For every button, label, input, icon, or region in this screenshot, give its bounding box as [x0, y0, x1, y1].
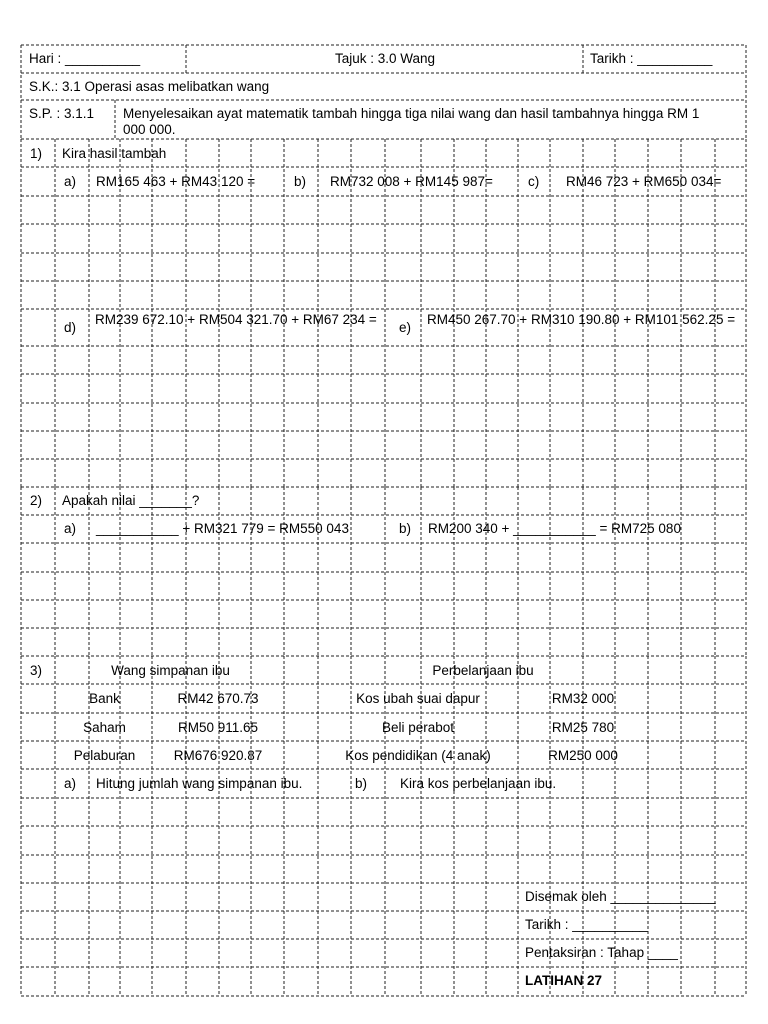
question-3-number: 3): [30, 663, 43, 678]
expense-amount: RM25 780: [551, 720, 615, 735]
question-2-title: Apakah nilai _______?: [62, 493, 200, 508]
expense-item: Beli perabot: [381, 720, 455, 735]
expense-amount: RM32 000: [551, 691, 615, 706]
savings-item: Pelaburan: [73, 748, 136, 763]
question-1-title: Kira hasil tambah: [62, 146, 167, 161]
exercise-number: LATIHAN 27: [525, 973, 603, 988]
savings-amount: RM42 670.73: [177, 691, 259, 706]
date-field: Tarikh : __________: [590, 51, 713, 66]
savings-amount: RM50 911.65: [177, 720, 259, 735]
q1e-label: e): [399, 320, 412, 335]
checked-date: Tarikh : __________: [525, 917, 648, 932]
learning-standard-code: S.P. : 3.1.1: [29, 106, 95, 121]
savings-amount: RM676 920.87: [173, 748, 263, 763]
q1e-expression: RM450 267.70 + RM310 190.80 + RM101 562.25 =: [427, 312, 736, 327]
q3a-question: Hitung jumlah wang simpanan ibu.: [96, 776, 303, 791]
topic-title: Tajuk : 3.0 Wang: [334, 51, 436, 66]
q1b-expression: RM732 008 + RM145 987=: [330, 174, 493, 189]
q1c-label: c): [528, 174, 540, 189]
day-field: Hari : __________: [29, 51, 141, 66]
q3b-question: Kira kos perbelanjaan ibu.: [400, 776, 557, 791]
q1b-label: b): [294, 174, 307, 189]
savings-item: Saham: [83, 720, 126, 735]
q1a-label: a): [64, 174, 77, 189]
checked-by: Disemak oleh ______________: [525, 889, 716, 904]
q2b-label: b): [399, 521, 412, 536]
question-1-number: 1): [30, 146, 43, 161]
expense-amount: RM250 000: [548, 748, 618, 763]
q3a-label: a): [64, 776, 77, 791]
q2a-label: a): [64, 521, 77, 536]
standard-content: S.K.: 3.1 Operasi asas melibatkan wang: [29, 79, 270, 94]
expense-item: Kos ubah suai dapur: [356, 691, 480, 706]
q1d-label: d): [64, 320, 77, 335]
q1a-expression: RM165 463 + RM43 120 =: [96, 174, 256, 189]
q3b-label: b): [355, 776, 368, 791]
savings-header: Wang simpanan ibu: [111, 663, 230, 678]
question-2-number: 2): [30, 493, 43, 508]
expenses-header: Perbelanjaan ibu: [432, 663, 534, 678]
expense-item: Kos pendidikan (4 anak): [345, 748, 491, 763]
assessment-level: Pentaksiran : Tahap ____: [525, 945, 678, 960]
q1c-expression: RM46 723 + RM650 034=: [566, 174, 722, 189]
q2a-expression: ___________ + RM321 779 = RM550 043: [96, 521, 349, 536]
learning-standard-text: Menyelesaikan ayat matematik tambah hingga tiga nilai wang dan hasil tambahnya hingga RM 1 000 000.: [123, 106, 700, 137]
q2b-expression: RM200 340 + ___________ = RM725 080: [428, 521, 681, 536]
savings-item: Bank: [89, 691, 120, 706]
q1d-expression: RM239 672.10 + RM504 321.70 + RM67 234 =: [95, 312, 377, 327]
